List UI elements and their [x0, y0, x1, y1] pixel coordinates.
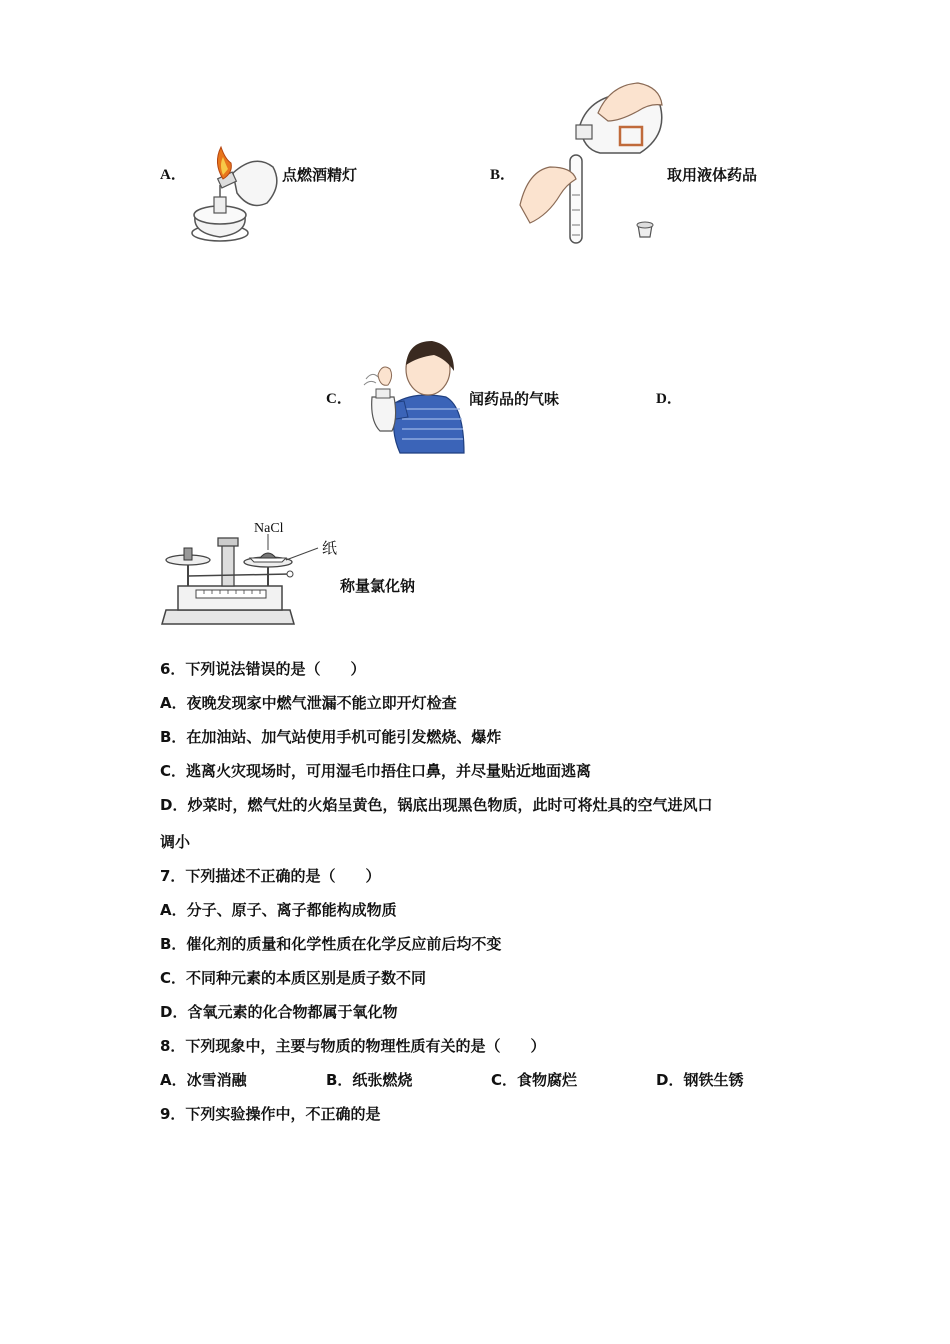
q9-stem: 9．下列实验操作中，不正确的是	[160, 1105, 381, 1123]
q8-option-d: D．钢铁生锈	[656, 1071, 744, 1089]
option-d-caption: 称量氯化钠	[340, 577, 416, 595]
q6-option-d-continued: 调小	[160, 833, 191, 851]
option-b-letter: B．	[490, 167, 516, 183]
paper-label: 纸	[322, 539, 338, 557]
q6-option-a: A．夜晚发现家中燃气泄漏不能立即开灯检查	[160, 694, 457, 712]
option-c-letter: C．	[326, 391, 352, 407]
q8-option-a: A．冰雪消融	[160, 1071, 247, 1089]
q8-option-c: C．食物腐烂	[491, 1071, 578, 1089]
q6-option-d: D．炒菜时，燃气灶的火焰呈黄色，锅底出现黑色物质，此时可将灶具的空气进风口	[160, 796, 713, 814]
option-c-caption: 闻药品的气味	[469, 390, 560, 408]
q6-stem: 6．下列说法错误的是（ ）	[160, 660, 366, 678]
q7-option-c: C．不同种元素的本质区别是质子数不同	[160, 969, 427, 987]
option-a-caption: 点燃酒精灯	[282, 166, 358, 184]
q7-option-a: A．分子、原子、离子都能构成物质	[160, 901, 397, 919]
q6-option-c: C．逃离火灾现场时，可用湿毛巾捂住口鼻，并尽量贴近地面逃离	[160, 762, 592, 780]
option-b-caption: 取用液体药品	[667, 166, 758, 184]
nacl-label: NaCl	[254, 521, 284, 536]
q8-stem: 8．下列现象中，主要与物质的物理性质有关的是（ ）	[160, 1037, 546, 1055]
option-a-letter: A．	[160, 167, 186, 183]
q6-option-b: B．在加油站、加气站使用手机可能引发燃烧、爆炸	[160, 728, 502, 746]
weighing-balance-illustration	[158, 520, 348, 630]
q8-option-b: B．纸张燃烧	[326, 1071, 413, 1089]
lighting-alcohol-lamp-illustration	[185, 145, 285, 250]
q7-stem: 7．下列描述不正确的是（ ）	[160, 867, 381, 885]
smelling-chemical-illustration	[360, 335, 470, 455]
q7-option-b: B．催化剂的质量和化学性质在化学反应前后均不变	[160, 935, 502, 953]
option-d-letter: D．	[656, 391, 682, 407]
q7-option-d: D．含氧元素的化合物都属于氧化物	[160, 1003, 398, 1021]
pouring-liquid-illustration	[520, 75, 670, 255]
